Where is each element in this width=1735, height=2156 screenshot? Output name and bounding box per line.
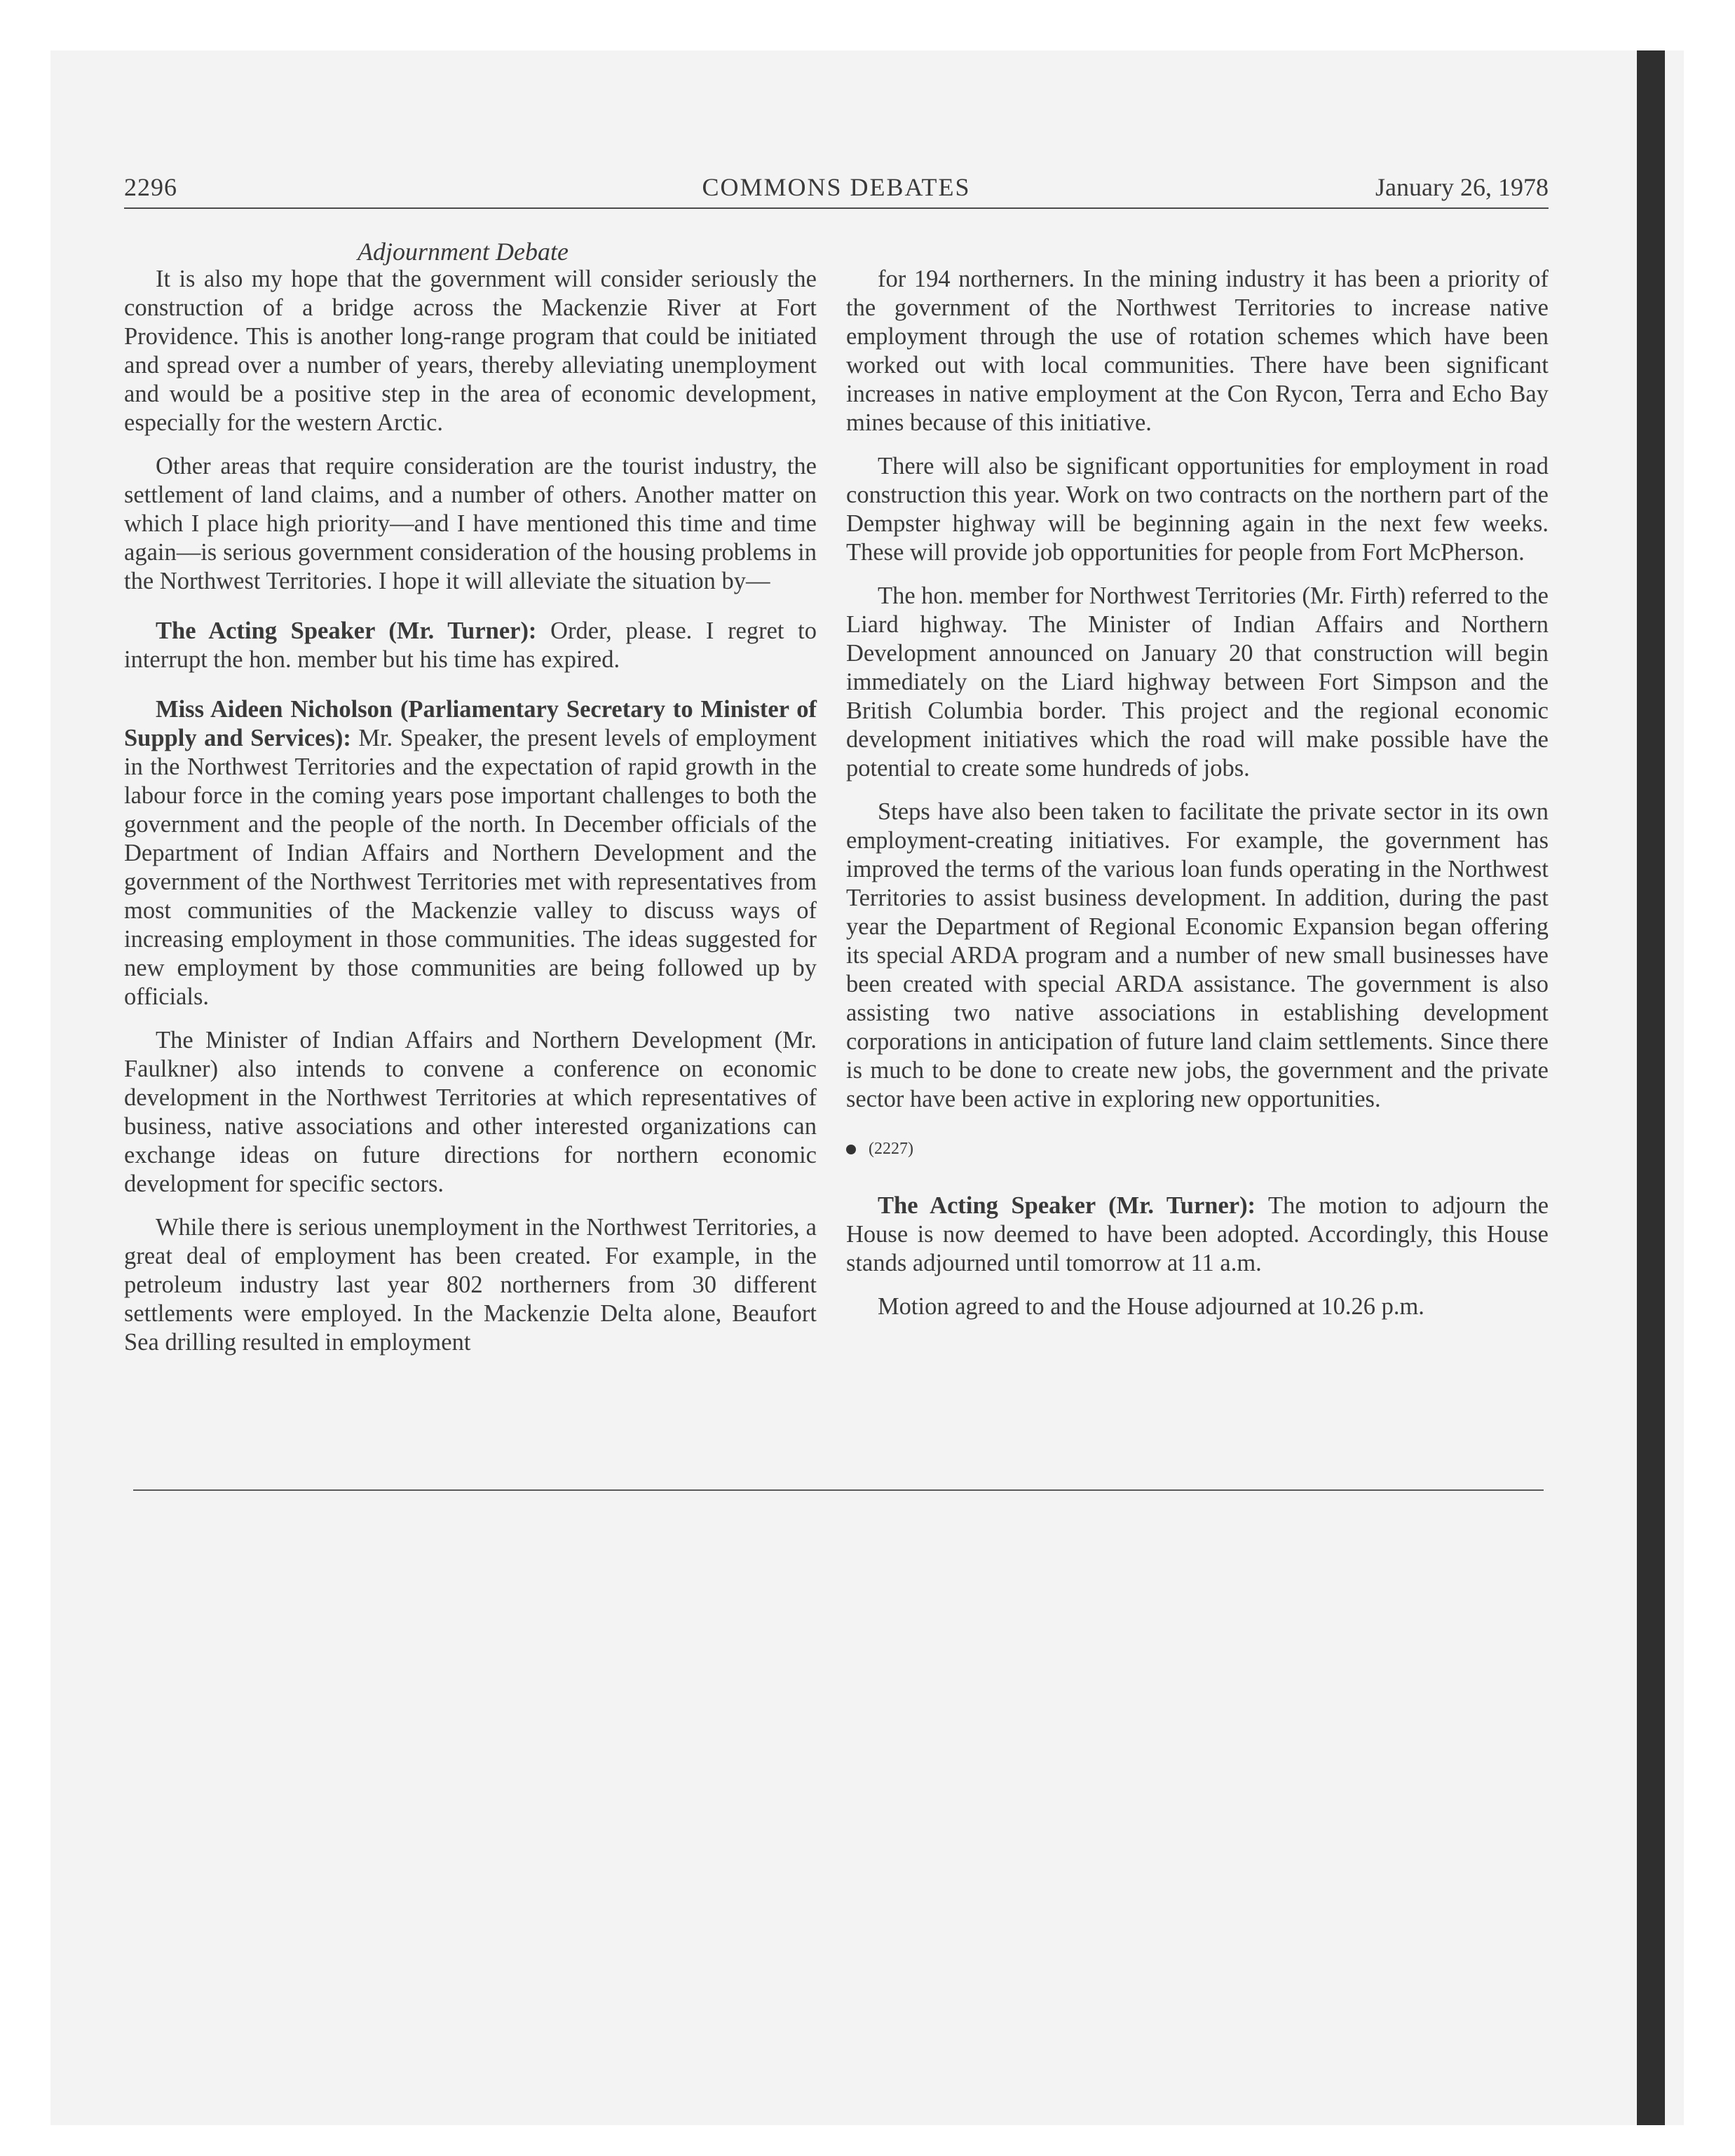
paragraph: The hon. member for Northwest Territories (Mr. Firth) referred to the Liard highway. The Minister of Indian Affairs and Northern Development announced on January 20 that construction will begin immediately on the Liard highway between Fort Simpson and the British Columbia border. This project and the regional economic development initiatives which the road will make possible have the potential to create some hundreds of jobs. (846, 582, 1549, 782)
speech-paragraph (124, 617, 817, 674)
speech-text: Order, please. I regret to interrupt the hon. member but his time has expired. (124, 618, 817, 673)
page-number: 2296 (124, 173, 177, 201)
speech-text: The motion to adjourn the House is now deemed to have been adopted. Accordingly, this House stands adjourned until tomorrow at 11 a.m. (846, 1192, 1549, 1276)
running-title: COMMONS DEBATES (702, 173, 971, 201)
paragraph: There will also be significant opportunities for employment in road construction this year. Work on two contracts on the northern part of the Dempster highway will be beginning again in the next few weeks. These will provide job opportunities for people from Fort McPherson. (846, 453, 1549, 566)
speech-text: Mr. Speaker, the present levels of employment in the Northwest Territories and the expectation of rapid growth in the labour force in the coming years pose important challenges to both the government and the people of the north. In December officials of the Department of Indian Affairs and Northern Development and the government of the Northwest Territories met with representatives from most communities of the Mackenzie valley to discuss ways of increasing employment in those communities. The ideas suggested for new employment by those communities are being followed up by officials. (124, 725, 817, 1010)
speech-paragraph (846, 1192, 1549, 1278)
paragraph: The Minister of Indian Affairs and Northern Development (Mr. Faulkner) also intends to convene a conference on economic development in the Northwest Territories at which representatives of business, native associations and other interested organizations can exchange ideas on future directions for northern economic development for specific sectors. (124, 1027, 817, 1197)
paragraph: Other areas that require consideration are the tourist industry, the settlement of land claims, and a number of others. Another matter on which I place high priority—and I have mentioned this time and time again—is serious government consideration of the housing problems in the Northwest Territories. I hope it will alleviate the situation by— (124, 453, 817, 594)
right-column (846, 265, 1549, 1336)
left-column (124, 265, 817, 1372)
header-rule (124, 207, 1549, 209)
speaker-name: Miss Aideen Nicholson (Parliamentary Secretary to Minister of Supply and Services): (124, 696, 817, 751)
scan-edge-bar (1637, 50, 1665, 2125)
time-marker (846, 1135, 1549, 1164)
paragraph: While there is serious unemployment in the Northwest Territories, a great deal of employment has been created. For example, in the petroleum industry last year 802 northerners from 30 different settlements were employed. In the Mackenzie Delta alone, Beaufort Sea drilling resulted in employment (124, 1214, 817, 1356)
footer-rule (133, 1489, 1544, 1491)
paragraph: Motion agreed to and the House adjourned at 10.26 p.m. (878, 1293, 1424, 1320)
speaker-name: The Acting Speaker (Mr. Turner): (156, 618, 537, 644)
header-date: January 26, 1978 (1375, 173, 1549, 201)
paragraph: for 194 northerners. In the mining industry it has been a priority of the government of the Northwest Territories to increase native employment through the use of rotation schemes which have been worked out with local communities. There have been significant increases in native employment at the Con Rycon, Terra and Echo Bay mines because of this initiative. (846, 266, 1549, 436)
paragraph: Steps have also been taken to facilitate the private sector in its own employment-creating initiatives. For example, the government has improved the terms of the various loan funds operating in the Northwest Territories to assist business development. In addition, during the past year the Department of Regional Economic Expansion began offering its special ARDA program and a number of new small businesses have been created with special ARDA assistance. The government is also assisting two native associations in establishing development corporations in anticipation of future land claim settlements. Since there is much to be done to create new jobs, the government and the private sector have been active in exploring new opportunities. (846, 798, 1549, 1112)
speaker-name: The Acting Speaker (Mr. Turner): (878, 1192, 1256, 1219)
paragraph: It is also my hope that the government will consider seriously the construction of a bridge across the Mackenzie River at Fort Providence. This is another long-range program that could be initiated and spread over a number of years, thereby alleviating unemployment and would be a positive step in the area of economic development, especially for the western Arctic. (124, 266, 817, 436)
section-label: Adjournment Debate (358, 238, 569, 266)
time-marker-text: (2227) (869, 1140, 913, 1158)
page-header (124, 172, 1549, 207)
speech-paragraph (124, 695, 817, 1011)
bullet-icon (846, 1145, 856, 1154)
